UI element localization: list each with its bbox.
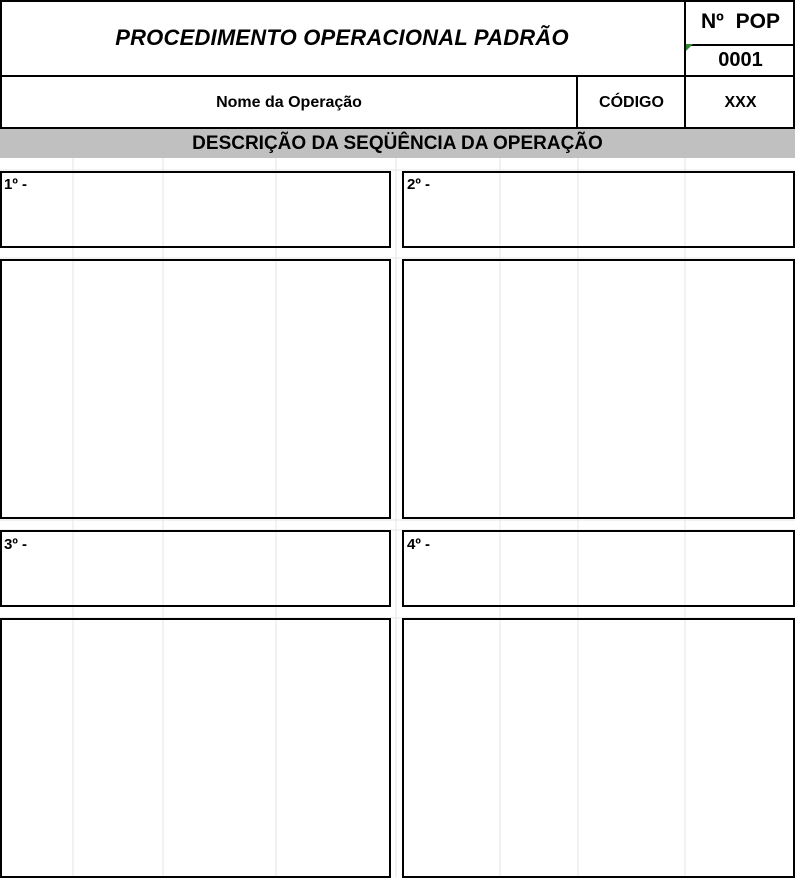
step-4-description-box[interactable]: [402, 530, 795, 607]
step-2-description-box[interactable]: [402, 171, 795, 248]
step-3-image-box[interactable]: [0, 618, 391, 878]
section-title-bar: [0, 129, 795, 158]
step-2-label: 2º -: [407, 176, 430, 193]
step-1-image-box[interactable]: [0, 259, 391, 519]
step-1-description-box[interactable]: [0, 171, 391, 248]
step-2-image-box[interactable]: [402, 259, 795, 519]
operation-name-field[interactable]: Nome da Operação: [216, 94, 362, 111]
section-title: DESCRIÇÃO DA SEQÜÊNCIA DA OPERAÇÃO: [192, 132, 603, 154]
pop-number-label: Nº POP: [700, 10, 781, 33]
step-3-label: 3º -: [4, 536, 27, 553]
code-label: CÓDIGO: [599, 94, 664, 111]
step-4-image-box[interactable]: [402, 618, 795, 878]
code-value-field[interactable]: XXX: [724, 94, 757, 111]
pop-number-value[interactable]: 0001: [718, 49, 763, 71]
document-title: PROCEDIMENTO OPERACIONAL PADRÃO: [115, 25, 569, 50]
step-3-description-box[interactable]: [0, 530, 391, 607]
step-1-label: 1º -: [4, 176, 27, 193]
step-4-label: 4º -: [407, 536, 430, 553]
